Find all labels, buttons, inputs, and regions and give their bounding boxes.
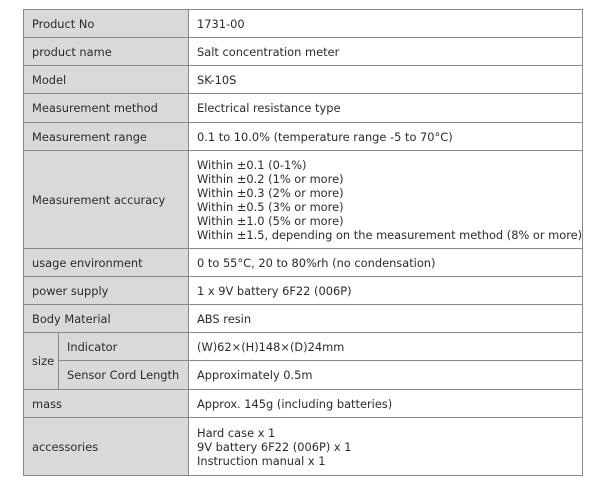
row-label-measurement-accuracy: Measurement accuracy: [24, 151, 189, 249]
row-label-model: Model: [24, 66, 189, 94]
row-label-product-name: product name: [24, 38, 189, 66]
row-value-product-no: 1731-00: [189, 10, 583, 38]
accessory-line: 9V battery 6F22 (006P) x 1: [197, 439, 352, 454]
size-cord-length-value: Approximately 0.5m: [189, 361, 583, 390]
row-label-measurement-range: Measurement range: [24, 123, 189, 151]
table-row: [24, 38, 583, 66]
row-label-product-no: Product No: [24, 10, 189, 38]
row-value-mass: Approx. 145g (including batteries): [189, 390, 583, 418]
row-label-mass: mass: [24, 390, 189, 418]
row-value-product-name: Salt concentration meter: [189, 38, 583, 66]
table-row: [24, 151, 583, 249]
table-row: [24, 10, 583, 38]
table-row: [24, 305, 583, 333]
row-label-accessories: accessories: [24, 418, 189, 476]
table-row: [24, 249, 583, 277]
row-value-accessories: [189, 418, 583, 476]
row-value-measurement-method: Electrical resistance type: [189, 94, 583, 123]
table-row: [24, 66, 583, 94]
row-label-power-supply: power supply: [24, 277, 189, 305]
row-value-measurement-range: 0.1 to 10.0% (temperature range -5 to 70°C): [189, 123, 583, 151]
row-value-measurement-accuracy: [189, 151, 583, 249]
row-label-measurement-method: Measurement method: [24, 94, 189, 123]
accuracy-line: Within ±1.0 (5% or more): [197, 213, 344, 228]
size-indicator-label: Indicator: [59, 333, 189, 361]
spec-table: [23, 9, 583, 476]
accuracy-line: Within ±0.1 (0-1%): [197, 157, 307, 172]
size-group-label: size: [24, 333, 59, 390]
table-row: [24, 418, 583, 476]
row-value-usage-environment: 0 to 55°C, 20 to 80%rh (no condensation): [189, 249, 583, 277]
size-cord-length-label: Sensor Cord Length: [59, 361, 189, 390]
table-row: [24, 390, 583, 418]
table-row: [24, 277, 583, 305]
table-row: [24, 123, 583, 151]
table-row: [24, 333, 583, 361]
table-row: [24, 361, 583, 390]
row-value-model: SK-10S: [189, 66, 583, 94]
accuracy-line: Within ±0.2 (1% or more): [197, 171, 344, 186]
table-row: [24, 94, 583, 123]
row-value-power-supply: 1 x 9V battery 6F22 (006P): [189, 277, 583, 305]
accuracy-line: Within ±0.3 (2% or more): [197, 185, 344, 200]
row-label-usage-environment: usage environment: [24, 249, 189, 277]
accessory-line: Hard case x 1: [197, 425, 276, 440]
accuracy-line: Within ±1.5, depending on the measurement method (8% or more): [197, 227, 583, 242]
row-label-body-material: Body Material: [24, 305, 189, 333]
row-value-body-material: ABS resin: [189, 305, 583, 333]
accuracy-line: Within ±0.5 (3% or more): [197, 199, 344, 214]
size-indicator-value: (W)62×(H)148×(D)24mm: [189, 333, 583, 361]
accessory-line: Instruction manual x 1: [197, 453, 326, 468]
